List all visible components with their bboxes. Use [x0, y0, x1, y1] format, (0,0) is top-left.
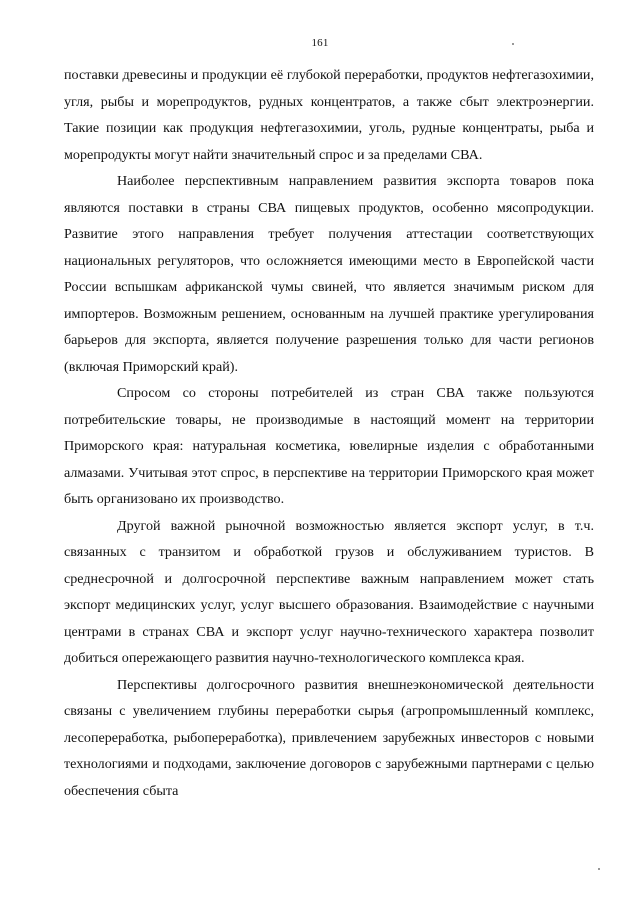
- page-number: 161: [311, 37, 329, 49]
- paragraph-continuation: поставки древесины и продукции её глубокой переработки, продуктов нефтегазохимии, угля, рыбы и морепродуктов, рудных концентратов, а также сбыт электроэнергии. Такие позиции как продукция нефтегазохимии, уголь, рудные концентраты, рыба и морепродукты могут найти значительный спрос и за пределами СВА.: [64, 67, 594, 163]
- body-text: [64, 62, 594, 804]
- scan-speck-top: [512, 43, 514, 45]
- paragraph-long-term-prospects: Перспективы долгосрочного развития внешнеэкономической деятельности связаны с увеличением глубины переработки сырья (агропромышленный комплекс, лесопереработка, рыбопереработка), привлечением зарубежных инвесторов с новыми технологиями и подходами, заключение договоров с зарубежными партнерами с целью обеспечения сбыта: [64, 676, 594, 799]
- paragraph-consumer-goods: Спросом со стороны потребителей из стран СВА также пользуются потребительские товары, не производимые в настоящий момент на территории Приморского края: натуральная косметика, ювелирные изделия с обработанными алмазами. Учитывая этот спрос, в перспективе на территории Приморского края может быть организовано их производство.: [64, 385, 594, 507]
- paragraph-services-export: Другой важной рыночной возможностью является экспорт услуг, в т.ч. связанных с транзитом и обработкой грузов и обслуживанием туристов. В среднесрочной и долгосрочной перспективе важным направлением может стать экспорт медицинских услуг, услуг высшего образования. Взаимодействие с научными центрами в странах СВА и экспорт услуг научно-технического характера позволит добиться опережающего развития научно-технологического комплекса края.: [64, 517, 594, 666]
- scan-speck-bottom: [598, 868, 600, 870]
- paragraph-food-export: Наиболее перспективным направлением развития экспорта товаров пока являются поставки в страны СВА пищевых продуктов, особенно мясопродукции. Развитие этого направления требует получения аттестации соответствующих национальных регуляторов, что осложняется имеющими место в Европейской части России вспышкам африканской чумы свиней, что является значимым риском для импортеров. Возможным решением, основанным на лучшей практике урегулирования барьеров для экспорта, является получение разрешения только для части регионов (включая Приморский край).: [64, 173, 594, 375]
